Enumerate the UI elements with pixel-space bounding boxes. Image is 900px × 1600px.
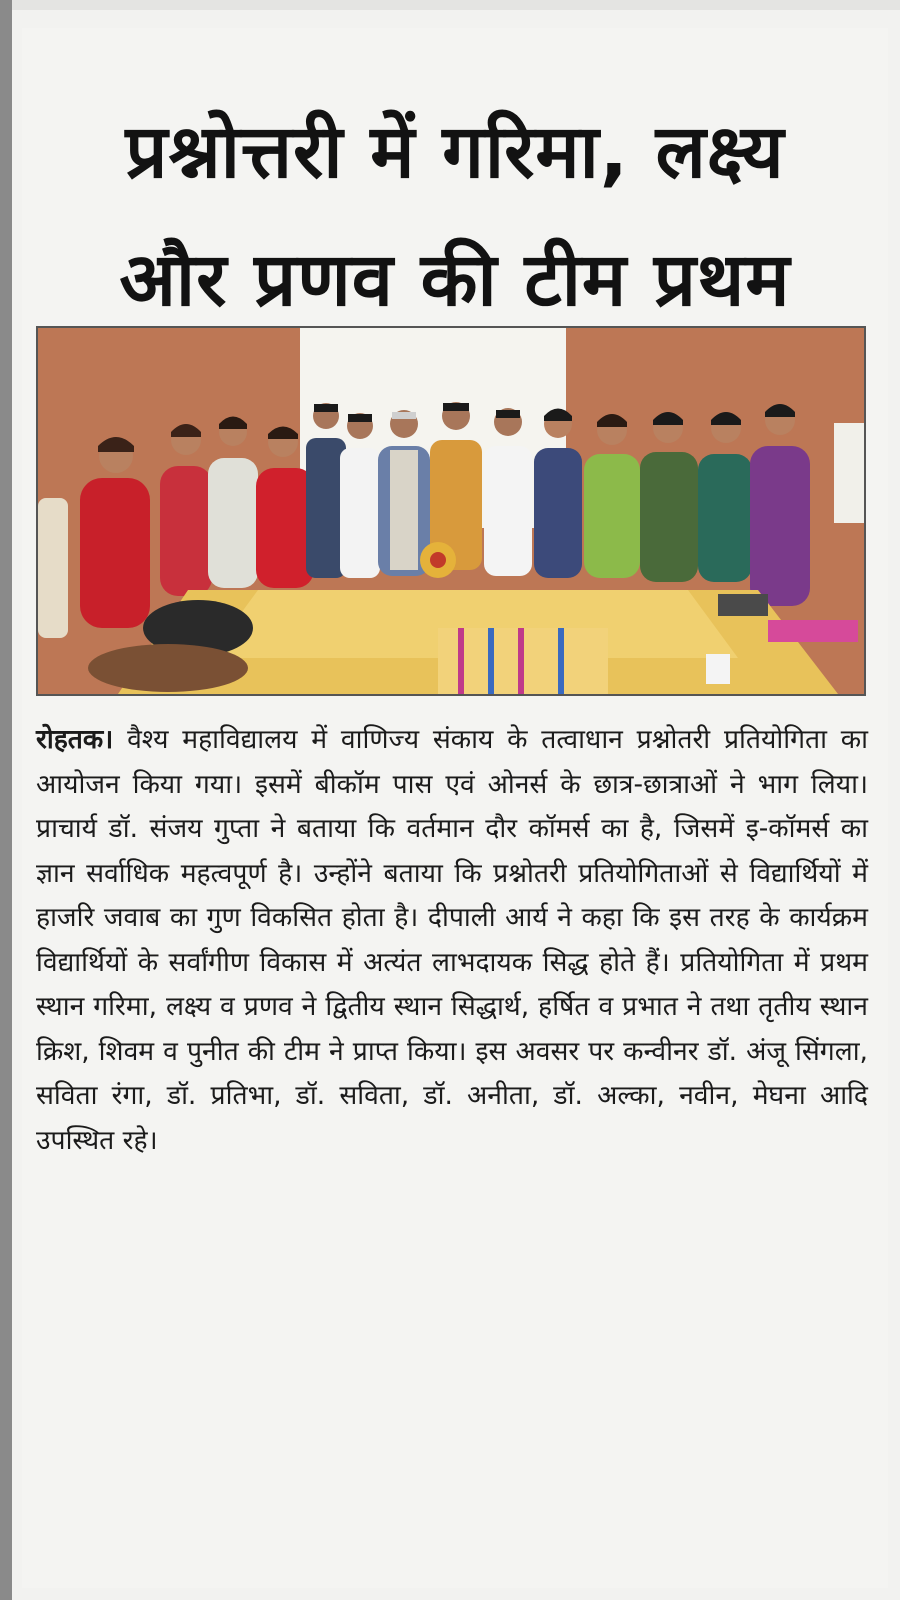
headline-line-2: और प्रणव की टीम प्रथम <box>119 237 791 323</box>
page-edge-bar <box>0 0 12 1600</box>
headline <box>22 88 888 344</box>
group-photo-illustration <box>38 328 864 694</box>
headline-line-1: प्रश्नोत्तरी में गरिमा, लक्ष्य <box>125 109 785 195</box>
article-body <box>36 718 868 1163</box>
group-photo <box>36 326 866 696</box>
previous-clipping-edge <box>12 0 900 10</box>
dateline: रोहतक। <box>36 724 114 755</box>
article-text: वैश्य महाविद्यालय में वाणिज्य संकाय के तत्वाधान प्रश्नोतरी प्रतियोगिता का आयोजन किया गया। इसमें बीकॉम पास एवं ओनर्स के छात्र-छात्राओं ने भाग लिया। प्राचार्य डॉ. संजय गुप्ता ने बताया कि वर्तमान दौर कॉमर्स का है, जिसमें इ-कॉमर्स का ज्ञान सर्वाधिक महत्वपूर्ण है। उन्होंने बताया कि प्रश्नोतरी प्रतियोगिताओं से विद्यार्थियों में हाजरि जवाब का गुण विकसित होता है। दीपाली आर्य ने कहा कि इस तरह के कार्यक्रम विद्यार्थियों के सर्वांगीण विकास में अत्यंत लाभदायक सिद्ध होते हैं। प्रतियोगिता में प्रथम स्थान गरिमा, लक्ष्य व प्रणव ने द्वितीय स्थान सिद्धार्थ, हर्षित व प्रभात ने तथा तृतीय स्थान क्रिश, शिवम व पुनीत की टीम ने प्राप्त किया। इस अवसर पर कन्वीनर डॉ. अंजू सिंगला, सविता रंगा, डॉ. प्रतिभा, डॉ. सविता, डॉ. अनीता, डॉ. अल्का, नवीन, मेघना आदि उपस्थित रहे। <box>36 724 868 1156</box>
news-clipping <box>22 28 888 1588</box>
article-paragraph <box>36 718 868 1163</box>
